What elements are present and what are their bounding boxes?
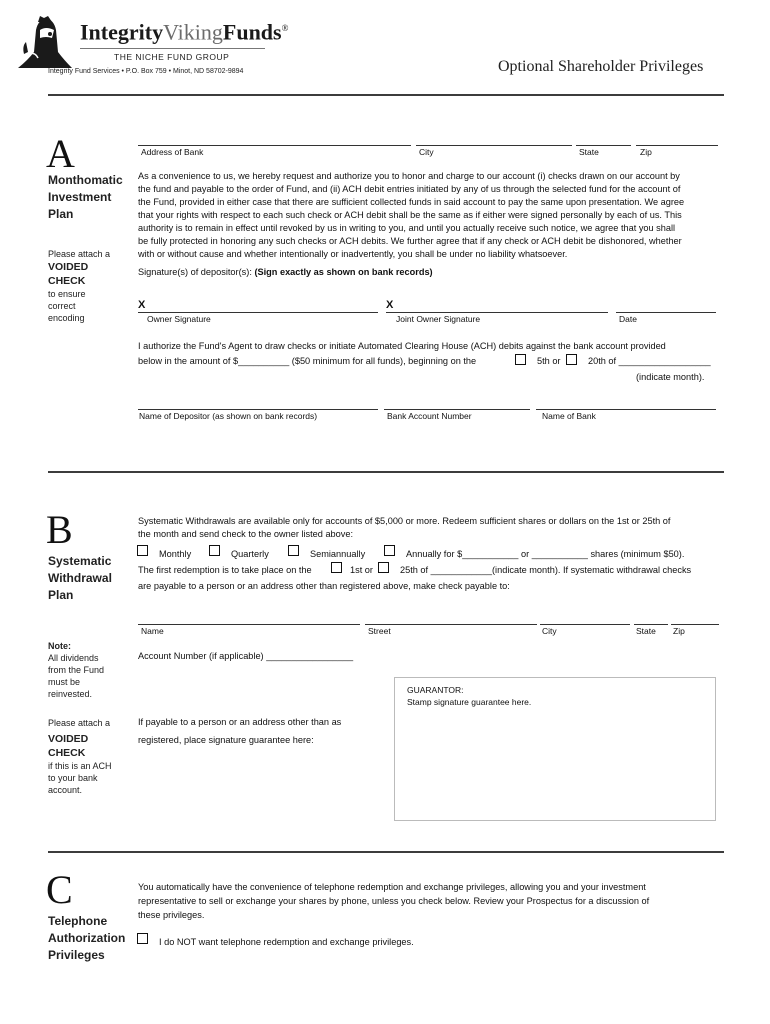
- auth-line-4: that your rights with respect to each such check or ACH debit shall be the same as if either were signed personally by each of us. This: [138, 210, 682, 220]
- section-b-letter: B: [46, 507, 73, 552]
- label-payee-state: State: [636, 626, 656, 636]
- signature-prefix: Signature(s) of depositor(s):: [138, 267, 252, 277]
- withdrawal-intro: [138, 515, 728, 541]
- brand-funds: Funds: [222, 19, 282, 45]
- signature-bold-instruction: (Sign exactly as shown on bank records): [254, 267, 433, 277]
- section-a-letter: A: [46, 131, 75, 176]
- redemption-month-input[interactable]: ____________: [430, 565, 492, 575]
- checkbox-20th[interactable]: [566, 354, 577, 365]
- section-a-voided-1: VOIDED: [48, 261, 89, 273]
- section-c-title-line2: Authorization: [48, 931, 126, 945]
- section-a-voided-2: CHECK: [48, 275, 86, 287]
- section-c-title: [48, 913, 125, 964]
- name-of-bank-field[interactable]: [536, 409, 716, 410]
- section-a-attach-note: [48, 248, 110, 324]
- section-b-note: [48, 640, 104, 700]
- checkbox-5th[interactable]: [515, 354, 526, 365]
- section-c-title-line3: Privileges: [48, 948, 105, 962]
- annual-shares-input[interactable]: ___________: [531, 549, 588, 559]
- label-payee-name: Name: [141, 626, 164, 636]
- section-a-title-line1: Monthomatic: [48, 173, 123, 187]
- label-bank-zip: Zip: [640, 147, 652, 157]
- label-monthly: Monthly: [159, 549, 192, 559]
- section-b-title-line1: Systematic: [48, 554, 112, 568]
- withdrawal-intro-line1: Systematic Withdrawals are available only for accounts of $5,000 or more. Redeem sufficient shares or dollars on the 1st or 25th of: [138, 516, 671, 526]
- auth-line-5: authority is to remain in effect until revoked by us in writing to you, and until you actually receive such notice, we agree that you shall: [138, 223, 676, 233]
- guarantor-text: Stamp signature guarantee here.: [407, 697, 532, 707]
- brand-underline: [80, 48, 265, 49]
- telephone-privileges-text: [138, 880, 649, 922]
- section-c-letter: C: [46, 867, 73, 912]
- section-b-title-line2: Withdrawal: [48, 571, 112, 585]
- section-b-attach-line4: account.: [48, 785, 83, 795]
- payee-name-field[interactable]: [138, 624, 360, 625]
- checkbox-1st[interactable]: [331, 562, 342, 573]
- label-name-of-depositor: Name of Depositor (as shown on bank records): [139, 411, 318, 421]
- note-line1: All dividends: [48, 653, 99, 663]
- guarantee-line1: If payable to a person or an address other than as: [138, 717, 342, 727]
- label-bank-city: City: [419, 147, 434, 157]
- label-joint-owner-signature: Joint Owner Signature: [396, 314, 481, 324]
- redemption-month-line: [400, 564, 691, 577]
- month-input[interactable]: __________________: [618, 356, 711, 366]
- header-divider: [48, 94, 724, 96]
- section-b-voided-2: CHECK: [48, 747, 86, 759]
- withdrawal-intro-line2: the month and send check to the owner listed above:: [138, 529, 354, 539]
- company-logo: [14, 12, 74, 72]
- annual-amount-input[interactable]: ___________: [462, 549, 519, 559]
- form-title: Optional Shareholder Privileges: [498, 58, 704, 75]
- option-20th-label: [588, 355, 711, 368]
- telephone-text-line2: representative to sell or exchange your shares by phone, unless you check below. Review your Prospectus for a discussion of: [138, 896, 650, 906]
- section-a-attach-line4: encoding: [48, 313, 85, 323]
- payee-zip-field[interactable]: [671, 624, 719, 625]
- redemption-suffix: (indicate month). If systematic withdrawal checks: [492, 565, 692, 575]
- label-shares-minimum: shares (minimum $50).: [587, 549, 685, 559]
- payee-state-field[interactable]: [634, 624, 668, 625]
- guarantee-line2: registered, place signature guarantee here:: [138, 735, 314, 745]
- signature-date-field[interactable]: [616, 312, 716, 313]
- auth-line-1: As a convenience to us, we hereby request and authorize you to honor and charge to our account (i) checks drawn on our account by: [138, 171, 680, 181]
- note-line2: from the Fund: [48, 665, 105, 675]
- note-heading: Note:: [48, 641, 71, 651]
- checkbox-semiannually[interactable]: [288, 545, 299, 556]
- label-name-of-bank: Name of Bank: [542, 411, 596, 421]
- section-b-title-line3: Plan: [48, 588, 74, 602]
- first-redemption-text: The first redemption is to take place on the: [138, 565, 312, 575]
- section-b-attach-note: [48, 717, 112, 796]
- note-line4: reinvested.: [48, 689, 93, 699]
- label-quarterly: Quarterly: [231, 549, 269, 559]
- option-5th-label: 5th or: [537, 356, 561, 366]
- bank-zip-field[interactable]: [636, 145, 718, 146]
- auth-line-6: be fully protected in honoring any such checks or ACH debits. We further agree that if any check or ACH debit be dishonored, whether: [138, 236, 682, 246]
- ach-amount-suffix: ($50 minimum for all funds), beginning on the: [289, 356, 477, 366]
- note-line3: must be: [48, 677, 81, 687]
- checkbox-annually[interactable]: [384, 545, 395, 556]
- label-semiannually: Semiannually: [310, 549, 366, 559]
- checkbox-monthly[interactable]: [137, 545, 148, 556]
- annually-line: [406, 548, 684, 561]
- section-a-divider: [48, 471, 724, 473]
- account-number-line: [138, 650, 353, 663]
- payee-city-field[interactable]: [540, 624, 630, 625]
- depositor-name-field[interactable]: [138, 409, 378, 410]
- section-a-attach-line2: to ensure: [48, 289, 86, 299]
- account-number-label: Account Number (if applicable): [138, 651, 264, 661]
- x-mark-joint: X: [386, 299, 394, 311]
- checkbox-25th[interactable]: [378, 562, 389, 573]
- label-annually: Annually for $: [406, 549, 463, 559]
- label-date: Date: [619, 314, 637, 324]
- option-20th-text: 20th of: [588, 356, 617, 366]
- section-a-title: [48, 172, 123, 223]
- guarantor-stamp-box[interactable]: [394, 677, 716, 821]
- guarantor-title: GUARANTOR:: [407, 685, 464, 695]
- bank-address-field[interactable]: [138, 145, 411, 146]
- section-a-title-line3: Plan: [48, 207, 74, 221]
- label-owner-signature: Owner Signature: [147, 314, 211, 324]
- bank-city-field[interactable]: [416, 145, 572, 146]
- owner-signature-field[interactable]: [138, 312, 378, 313]
- brand-integrity: Integrity: [80, 19, 164, 45]
- brand-name: [80, 16, 288, 44]
- section-a-title-line2: Investment: [48, 190, 112, 204]
- telephone-text-line3: these privileges.: [138, 910, 205, 920]
- bank-account-number-field[interactable]: [384, 409, 530, 410]
- section-b-attach-line3: to your bank: [48, 773, 98, 783]
- section-b-attach-line2: if this is an ACH: [48, 761, 112, 771]
- brand-viking: Viking: [163, 19, 223, 45]
- ach-line-1: I authorize the Fund's Agent to draw checks or initiate Automated Clearing House (ACH) debits against the bank account provided: [138, 341, 666, 351]
- section-a-attach-line3: correct: [48, 301, 76, 311]
- label-payee-city: City: [542, 626, 557, 636]
- section-b-attach-line1: Please attach a: [48, 718, 111, 728]
- label-25th: 25th of: [400, 565, 429, 575]
- payable-to-text: are payable to a person or an address other than registered above, make check payable to:: [138, 581, 510, 591]
- telephone-text-line1: You automatically have the convenience of telephone redemption and exchange privileges, allowing you and your investment: [138, 882, 646, 892]
- guarantee-instruction: [138, 713, 341, 749]
- label-bank-account-number: Bank Account Number: [387, 411, 472, 421]
- brand-subtitle: THE NICHE FUND GROUP: [114, 52, 230, 62]
- section-c-title-line1: Telephone: [48, 914, 108, 928]
- section-b-divider: [48, 851, 724, 853]
- bank-state-field[interactable]: [576, 145, 631, 146]
- ach-line-2: [138, 355, 476, 368]
- payee-street-field[interactable]: [365, 624, 537, 625]
- signature-instruction: [138, 266, 433, 279]
- label-or: or: [518, 549, 532, 559]
- ach-amount-input[interactable]: __________: [238, 356, 290, 366]
- checkbox-quarterly[interactable]: [209, 545, 220, 556]
- joint-owner-signature-field[interactable]: [386, 312, 608, 313]
- section-a-attach-line1: Please attach a: [48, 249, 111, 259]
- account-number-input[interactable]: _________________: [266, 651, 354, 661]
- auth-line-2: the fund and payable to the order of Fund, and (ii) ACH debit entries initiated by any of us through the selected fund for the account of: [138, 184, 681, 194]
- telephone-opt-out-label: I do NOT want telephone redemption and exchange privileges.: [159, 937, 414, 947]
- registered-mark: ®: [281, 23, 289, 33]
- label-payee-street: Street: [368, 626, 391, 636]
- checkbox-telephone-opt-out[interactable]: [137, 933, 148, 944]
- section-b-voided-1: VOIDED: [48, 733, 89, 745]
- label-address-of-bank: Address of Bank: [141, 147, 204, 157]
- header-address: Integrity Fund Services • P.O. Box 759 • Minot, ND 58702-9894: [48, 68, 244, 75]
- label-bank-state: State: [579, 147, 599, 157]
- label-1st: 1st or: [350, 565, 373, 575]
- indicate-month-text: (indicate month).: [636, 372, 705, 382]
- auth-line-7: with or without cause and whether intentionally or inadvertently, you shall be under no liability whatsoever.: [138, 249, 568, 259]
- section-b-title: [48, 553, 112, 604]
- ach-amount-prefix: below in the amount of $: [138, 356, 239, 366]
- authorization-text: [138, 170, 728, 261]
- label-payee-zip: Zip: [673, 626, 685, 636]
- x-mark-owner: X: [138, 299, 146, 311]
- auth-line-3: the Fund, provided in either case that there are sufficient collected funds in said account to pay the same upon presentation. We agree: [138, 197, 685, 207]
